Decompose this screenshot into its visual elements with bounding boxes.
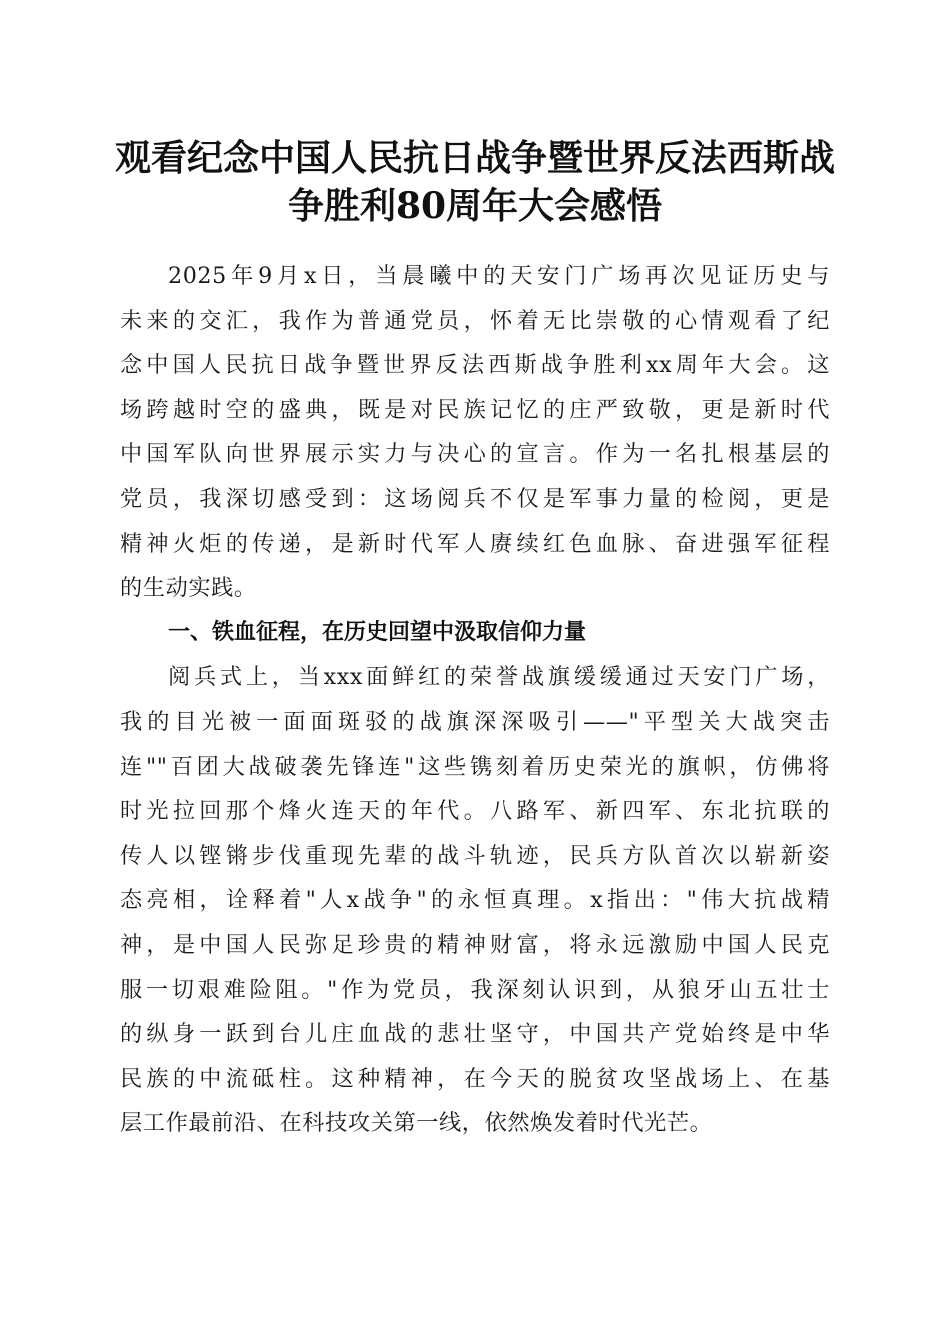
paragraph-line: 时光拉回那个烽火连天的年代。八路军、新四军、东北抗联的 — [120, 798, 830, 825]
document-title — [100, 134, 850, 230]
title-line-1: 观看纪念中国人民抗日战争暨世界反法西斯战 — [114, 137, 835, 179]
paragraph-line: 传人以铿锵步伐重现先辈的战斗轨迹，民兵方队首次以崭新姿 — [120, 842, 830, 869]
paragraph-intro — [120, 254, 830, 611]
paragraph-line: 服一切艰难险阻。"作为党员，我深刻认识到，从狼牙山五壮士 — [120, 976, 830, 1003]
paragraph-line: 民族的中流砥柱。这种精神，在今天的脱贫攻坚战场上、在基 — [120, 1065, 830, 1092]
paragraph-line: 未来的交汇，我作为普通党员，怀着无比崇敬的心情观看了纪 — [120, 307, 830, 334]
title-line-2: 争胜利80周年大会感悟 — [287, 185, 663, 227]
paragraph-line: 神，是中国人民弥足珍贵的精神财富，将永远激励中国人民克 — [120, 931, 830, 958]
paragraph-line: 层工作最前沿、在科技攻关第一线，依然焕发着时代光芒。 — [120, 1110, 713, 1137]
paragraph-line: 念中国人民抗日战争暨世界反法西斯战争胜利xx周年大会。这 — [120, 352, 830, 379]
paragraph-line: 党员，我深切感受到：这场阅兵不仅是军事力量的检阅，更是 — [120, 485, 830, 512]
paragraph-line: 阅兵式上，当xxx面鲜红的荣誉战旗缓缓通过天安门广场， — [168, 664, 830, 691]
paragraph-line: 场跨越时空的盛典，既是对民族记忆的庄严致敬，更是新时代 — [120, 396, 830, 423]
paragraph-line: 的纵身一跃到台儿庄血战的悲壮坚守，中国共产党始终是中华 — [120, 1021, 830, 1048]
paragraph-line: 连""百团大战破袭先锋连"这些镌刻着历史荣光的旗帜，仿佛将 — [120, 753, 830, 780]
document-body — [120, 254, 830, 1146]
paragraph-section-1 — [120, 655, 830, 1146]
paragraph-line: 我的目光被一面面斑驳的战旗深深吸引——"平型关大战突击 — [120, 708, 830, 735]
paragraph-line: 的生动实践。 — [120, 575, 257, 602]
paragraph-line: 态亮相，诠释着"人x战争"的永恒真理。x指出："伟大抗战精 — [120, 887, 830, 914]
section-heading-1: 一、铁血征程，在历史回望中汲取信仰力量 — [168, 619, 587, 645]
paragraph-line: 精神火炬的传递，是新时代军人赓续红色血脉、奋进强军征程 — [120, 530, 830, 557]
paragraph-line: 中国军队向世界展示实力与决心的宣言。作为一名扎根基层的 — [120, 441, 830, 468]
paragraph-line: 2025年9月x日，当晨曦中的天安门广场再次见证历史与 — [168, 263, 830, 289]
